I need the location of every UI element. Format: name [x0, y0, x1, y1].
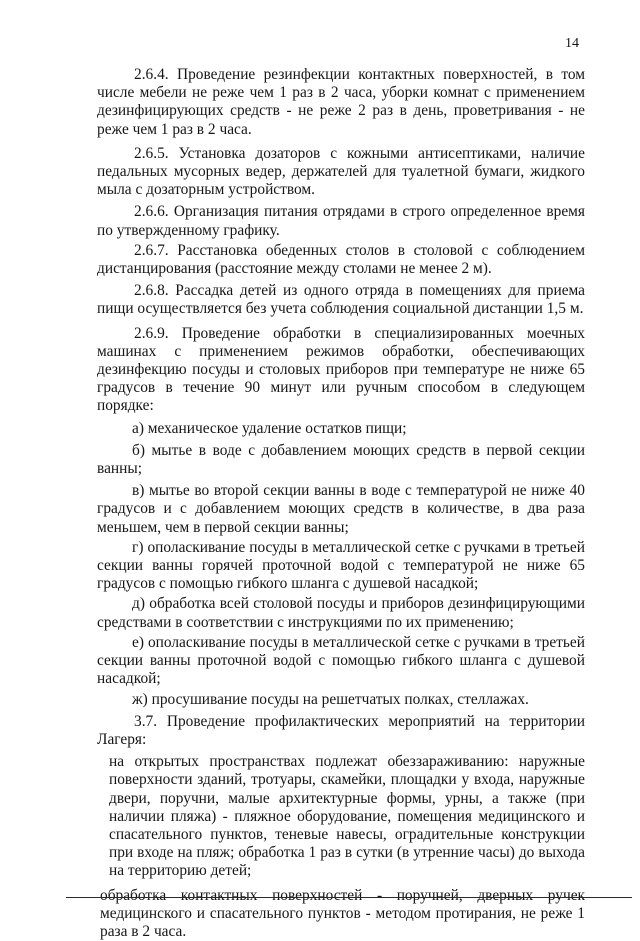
paragraph-2-6-4: 2.6.4. Проведение резинфекции контактных поверхностей, в том числе мебели не реже чем 1 раз в 2 часа, уборки комнат с применением дезинфицирующих средств - не реже 2 раз в день, проветривания - не реже чем 1 раз в 2 часа.	[97, 66, 585, 138]
document-body	[97, 66, 585, 941]
list-item-v: в) мытье во второй секции ванны в воде с температурой не ниже 40 градусов и с добавлением моющих средств в количестве, в два раза меньшем, чем в первой секции ванны;	[97, 482, 585, 536]
paragraph-contact-surfaces: обработка контактных поверхностей - поручней, дверных ручек медицинского и спасательного пунктов - методом протирания, не реже 1 раза в 2 часа.	[100, 886, 585, 940]
list-item-g: г) ополаскивание посуды в металлической сетке с ручками в третьей секции ванны горячей проточной водой с температурой не ниже 65 градусов с помощью гибкого шланга с душевой насадкой;	[97, 538, 585, 593]
list-item-b: б) мытье в воде с добавлением моющих средств в первой секции ванны;	[97, 441, 585, 478]
list-item-e: е) ополаскивание посуды в металлической сетке с ручками в третьей секции ванны проточной водой с помощью гибкого шланга с душевой насадкой;	[97, 633, 585, 688]
paragraph-2-6-9: 2.6.9. Проведение обработки в специализированных моечных машинах с применением режимов обработки, обеспечивающих дезинфекцию посуды и столовых приборов при температуре не ниже 65 градусов в течение 90 минут или ручным способом в следующем порядке:	[97, 324, 585, 415]
paragraph-2-6-6: 2.6.6. Организация питания отрядами в строго определенное время по утвержденному графику.	[97, 203, 585, 239]
list-item-d: д) обработка всей столовой посуды и приборов дезинфицирующими средствами в соответствии с инструкциями по их применению;	[97, 595, 585, 631]
paragraph-open-spaces: на открытых пространствах подлежат обеззараживанию: наружные поверхности зданий, тротуары, скамейки, площадки у входа, наружные двери, поручни, малые архитектурные формы, урны, а также (при наличии пляжа) - пляжное оборудование, помещения медицинского и спасательного пунктов, теневые навесы, оградительные конструкции при входе на пляж; обработка 1 раз в сутки (в утренние часы) до выхода на территорию детей;	[109, 753, 585, 880]
page-number: 14	[565, 36, 579, 51]
paragraph-2-6-7: 2.6.7. Расстановка обеденных столов в столовой с соблюдением дистанцирования (расстояние между столами не менее 2 м).	[97, 241, 585, 278]
list-item-a: а) механическое удаление остатков пищи;	[132, 419, 407, 437]
paragraph-3-7: 3.7. Проведение профилактических мероприятий на территории Лагеря:	[97, 712, 585, 748]
footer-rule	[66, 897, 632, 898]
paragraph-2-6-5: 2.6.5. Установка дозаторов с кожными антисептиками, наличие педальных мусорных ведер, держателей для туалетной бумаги, жидкого мыла с дозаторным устройством.	[97, 144, 585, 199]
list-item-zh: ж) просушивание посуды на решетчатых полках, стеллажах.	[132, 690, 529, 708]
paragraph-2-6-8: 2.6.8. Рассадка детей из одного отряда в помещениях для приема пищи осуществляется без учета соблюдения социальной дистанции 1,5 м.	[97, 282, 585, 318]
